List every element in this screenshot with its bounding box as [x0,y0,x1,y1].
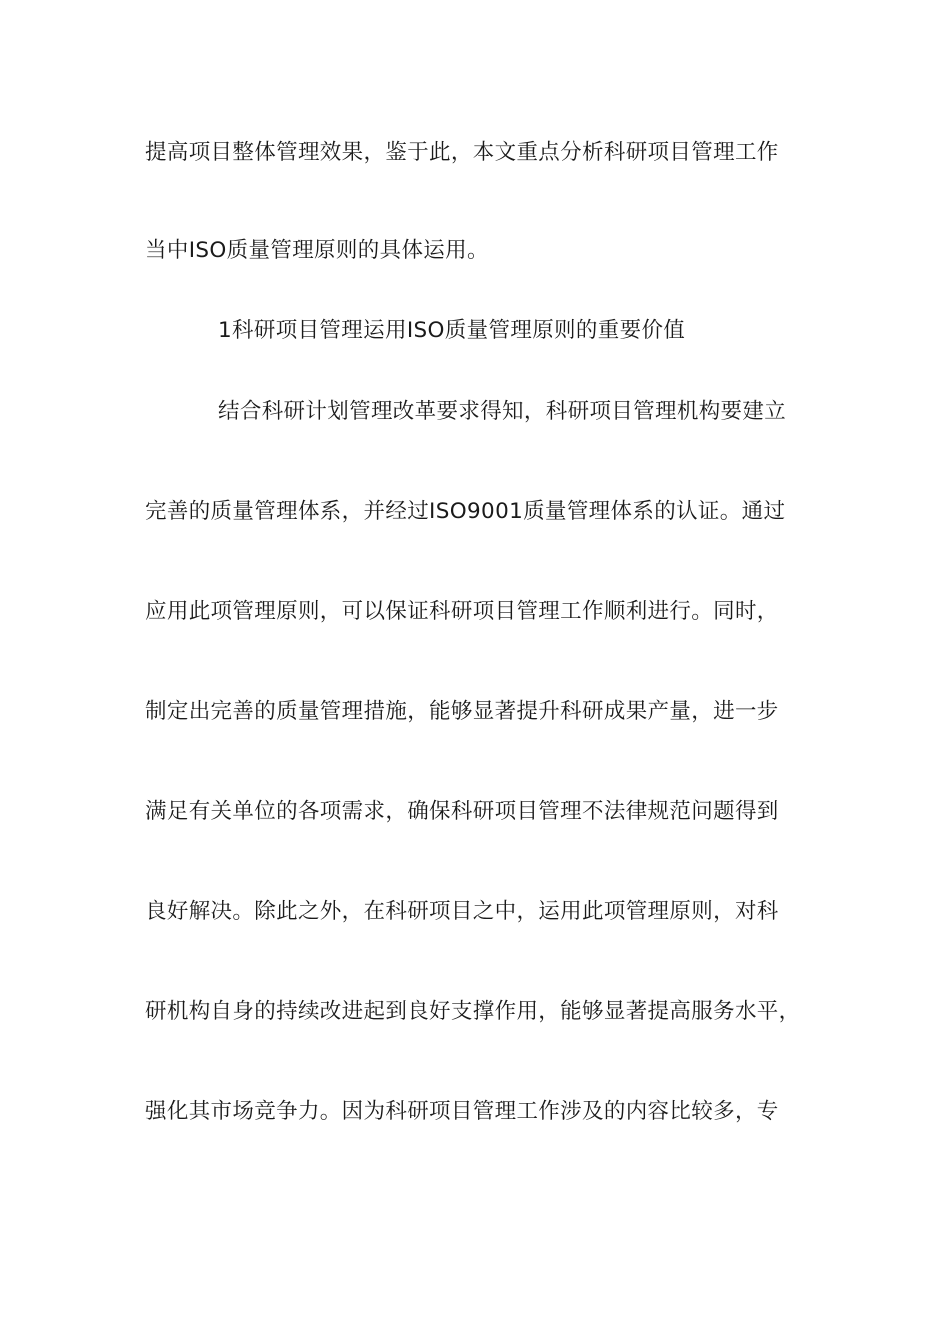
paragraph-line-2: 当中ISO质量管理原则的具体运用。 [145,238,489,263]
paragraph-line-1: 提高项目整体管理效果，鉴于此，本文重点分析科研项目管理工作 [145,140,779,165]
paragraph-line-10: 强化其市场竞争力。因为科研项目管理工作涉及的内容比较多，专 [145,1099,779,1124]
paragraph-line-4: 完善的质量管理体系，并经过ISO9001质量管理体系的认证。通过 [145,499,786,524]
paragraph-line-6: 制定出完善的质量管理措施，能够显著提升科研成果产量，进一步 [145,699,779,724]
paragraph-line-8: 良好解决。除此之外，在科研项目之中，运用此项管理原则，对科 [145,899,779,924]
paragraph-line-3: 结合科研计划管理改革要求得知，科研项目管理机构要建立 [218,399,787,424]
paragraph-line-9: 研机构自身的持续改进起到良好支撑作用，能够显著提高服务水平， [145,999,801,1024]
section-heading: 1科研项目管理运用ISO质量管理原则的重要价值 [218,318,686,343]
paragraph-line-7: 满足有关单位的各项需求，确保科研项目管理不法律规范问题得到 [145,799,779,824]
paragraph-line-5: 应用此项管理原则，可以保证科研项目管理工作顺利进行。同时， [145,599,779,624]
